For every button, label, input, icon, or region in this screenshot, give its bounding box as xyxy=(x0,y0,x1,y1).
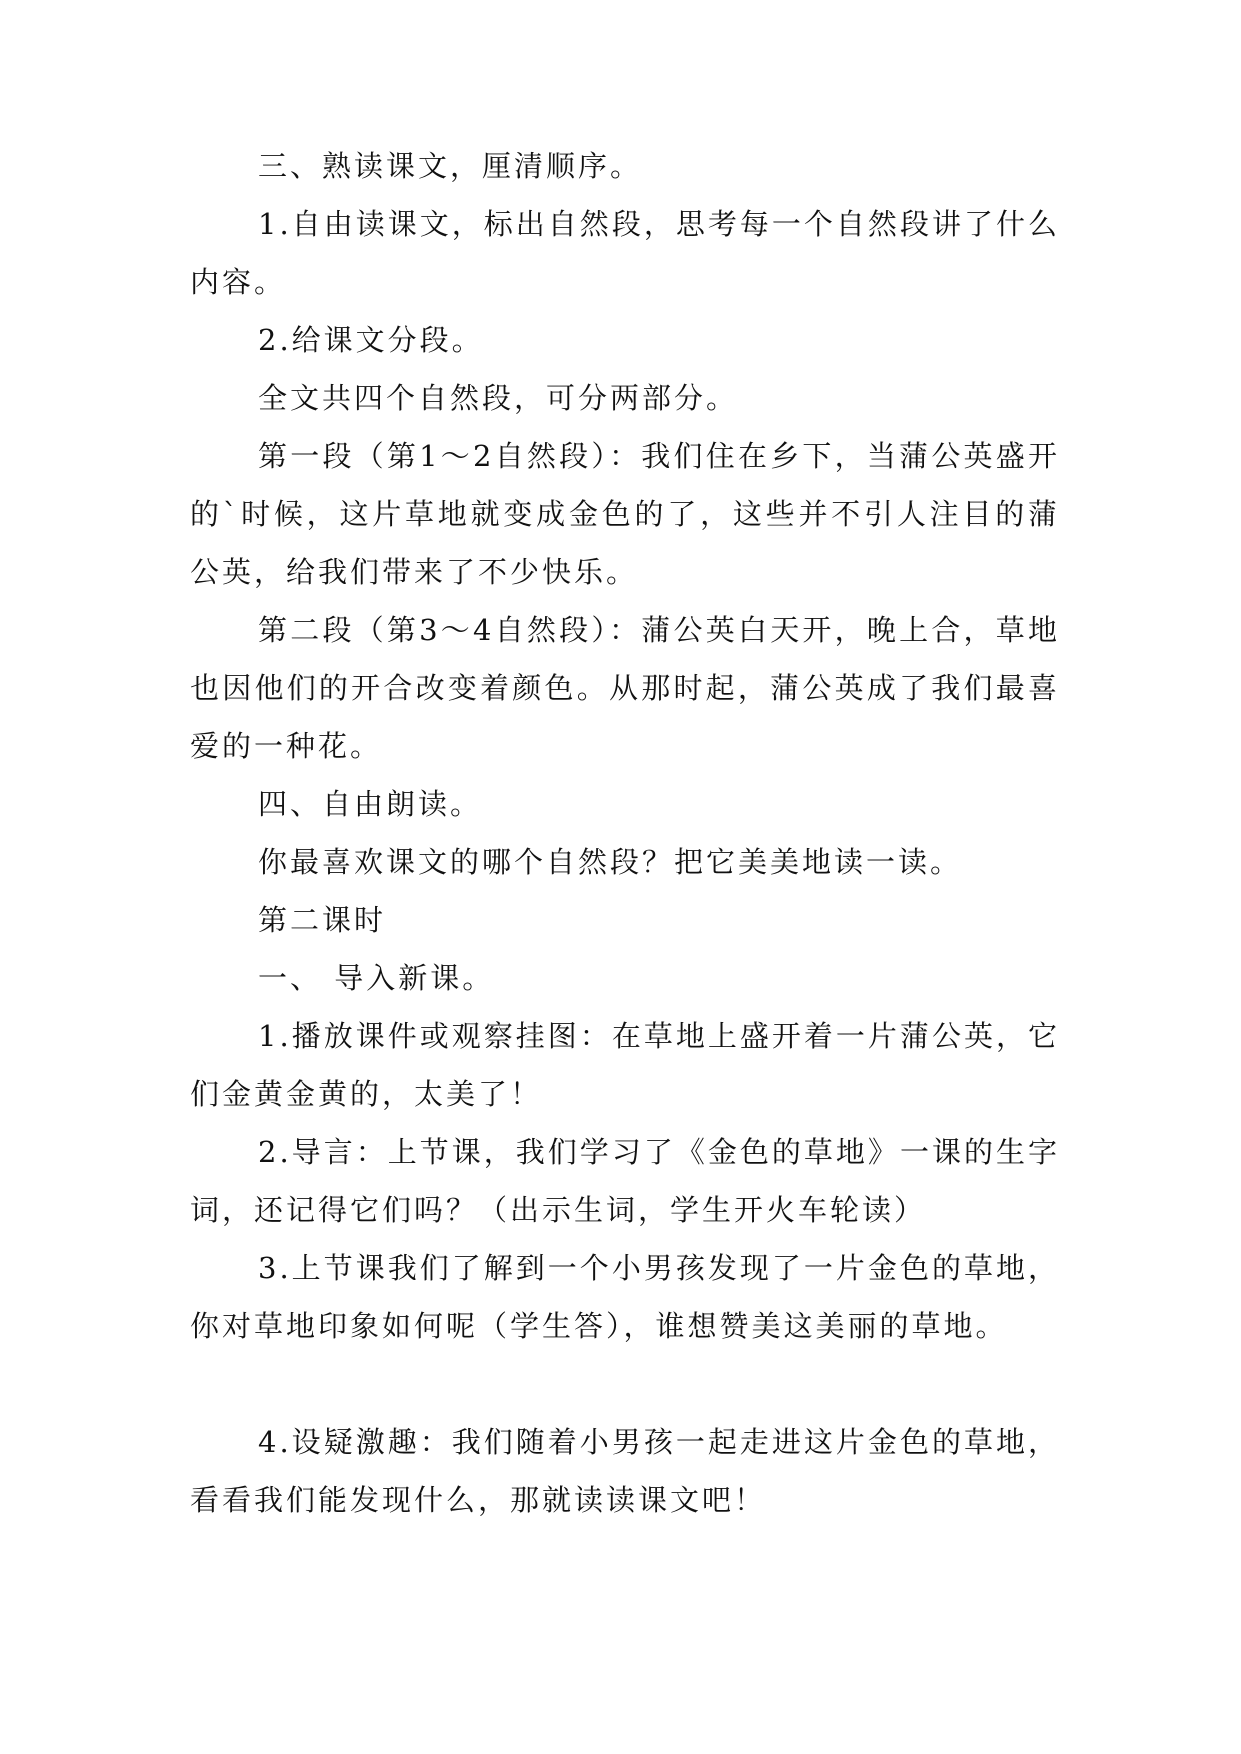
paragraph-part-two: 第二段（第3～4自然段）：蒲公英白天开，晚上合，草地也因他们的开合改变着颜色。从那时起，蒲公英成了我们最喜爱的一种花。 xyxy=(190,613,1060,763)
paragraph-intro-step-3: 3.上节课我们了解到一个小男孩发现了一片金色的草地，你对草地印象如何呢（学生答），谁想赞美这美丽的草地。 xyxy=(190,1251,1060,1343)
paragraph-lesson-two-title: 第二课时 xyxy=(258,903,387,937)
paragraph-step-1: 1.自由读课文，标出自然段，思考每一个自然段讲了什么内容。 xyxy=(190,207,1060,299)
paragraph-section-four-heading: 四、自由朗读。 xyxy=(258,787,483,821)
paragraph-favorite-question: 你最喜欢课文的哪个自然段？把它美美地读一读。 xyxy=(258,845,963,879)
paragraph-part-one: 第一段（第1～2自然段）：我们住在乡下，当蒲公英盛开的`时候，这片草地就变成金色的了，这些并不引人注目的蒲公英，给我们带来了不少快乐。 xyxy=(190,439,1060,589)
paragraph-step-2: 2.给课文分段。 xyxy=(258,323,484,357)
paragraph-intro-step-2: 2.导言：上节课，我们学习了《金色的草地》一课的生字词，还记得它们吗？（出示生词，学生开火车轮读） xyxy=(190,1135,1060,1227)
paragraph-intro-step-1: 1.播放课件或观察挂图：在草地上盛开着一片蒲公英，它们金黄金黄的，太美了！ xyxy=(190,1019,1060,1111)
paragraph-intro-heading: 一、 导入新课。 xyxy=(258,961,495,995)
paragraph-intro-step-4: 4.设疑激趣：我们随着小男孩一起走进这片金色的草地，看看我们能发现什么，那就读读课文吧！ xyxy=(190,1425,1060,1517)
paragraph-overview: 全文共四个自然段，可分两部分。 xyxy=(258,381,739,415)
paragraph-section-three-heading: 三、熟读课文，厘清顺序。 xyxy=(258,149,643,183)
